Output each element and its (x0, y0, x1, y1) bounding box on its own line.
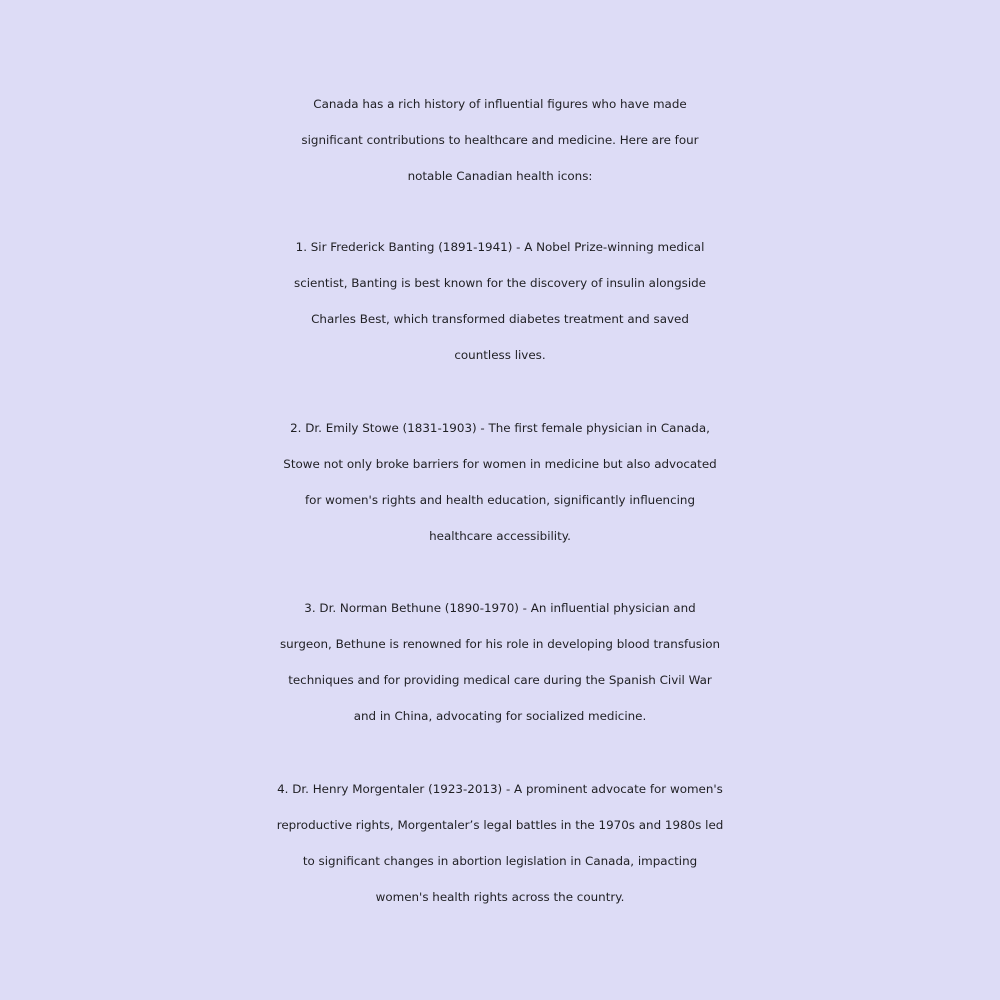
list-item-line: reproductive rights, Morgentaler’s legal battles in the 1970s and 1980s led (276, 818, 724, 832)
intro-paragraph (0, 86, 1000, 194)
list-item-line: 2. Dr. Emily Stowe (1831-1903) - The first female physician in Canada, (290, 421, 710, 435)
list-item-line: Charles Best, which transformed diabetes treatment and saved (311, 312, 689, 326)
intro-line: notable Canadian health icons: (407, 169, 593, 183)
list-item-line: women's health rights across the country. (375, 890, 625, 904)
intro-line: significant contributions to healthcare and medicine. Here are four (301, 133, 699, 147)
list-item-line: 3. Dr. Norman Bethune (1890-1970) - An influential physician and (304, 601, 696, 615)
list-item-line: to significant changes in abortion legislation in Canada, impacting (302, 854, 698, 868)
list-item-line: techniques and for providing medical care during the Spanish Civil War (288, 673, 712, 687)
list-item-line: scientist, Banting is best known for the discovery of insulin alongside (294, 276, 706, 290)
list-item-line: 1. Sir Frederick Banting (1891-1941) - A Nobel Prize-winning medical (295, 240, 705, 254)
list-item-line: and in China, advocating for socialized medicine. (353, 709, 647, 723)
list-item-line: 4. Dr. Henry Morgentaler (1923-2013) - A prominent advocate for women's (277, 782, 723, 796)
list-item-line: Stowe not only broke barriers for women in medicine but also advocated (283, 457, 717, 471)
list-item-morgentaler (0, 771, 1000, 915)
list-item-line: surgeon, Bethune is renowned for his role in developing blood transfusion (279, 637, 721, 651)
list-item-line: countless lives. (454, 348, 546, 362)
list-item-bethune (0, 590, 1000, 734)
list-item-line: healthcare accessibility. (429, 529, 571, 543)
list-item-stowe (0, 410, 1000, 554)
list-item-banting (0, 229, 1000, 373)
list-item-line: for women's rights and health education, significantly influencing (304, 493, 695, 507)
intro-line: Canada has a rich history of influential figures who have made (313, 97, 687, 111)
